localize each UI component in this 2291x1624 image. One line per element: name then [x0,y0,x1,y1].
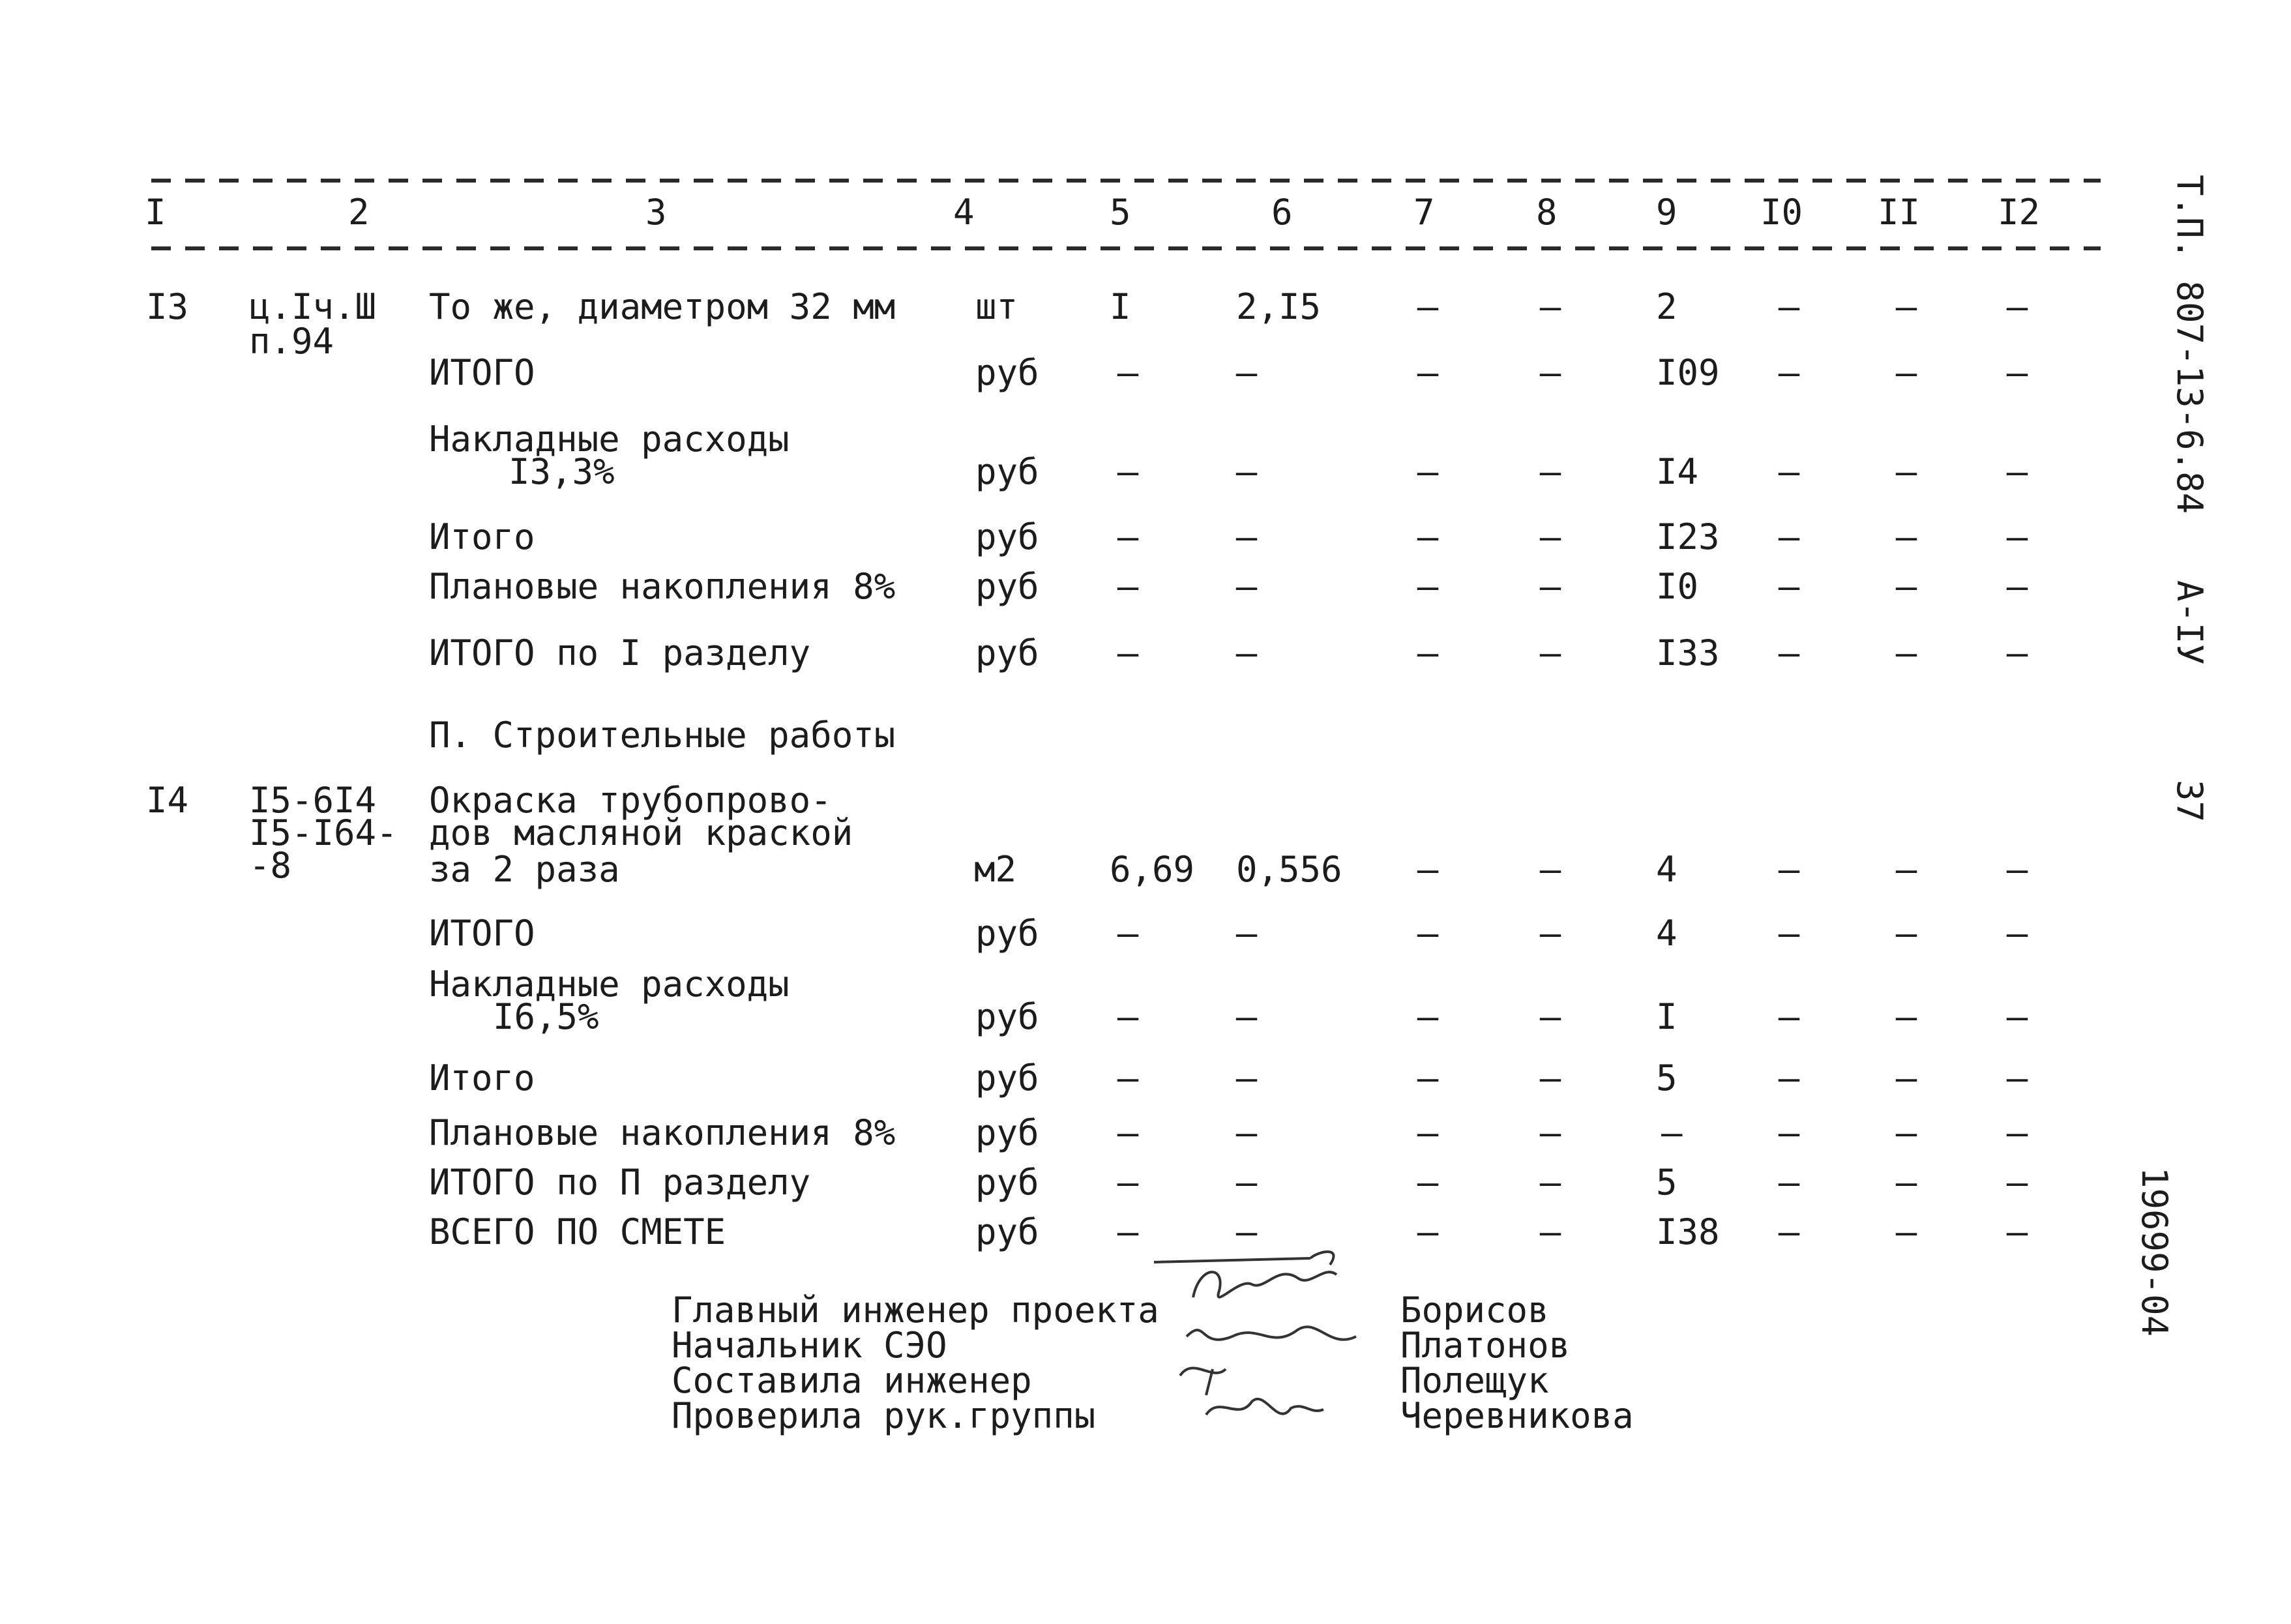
cell-col9: 5 [1656,1162,1678,1203]
cell-col11: – [1895,516,1917,557]
row-description: Плановые накопления 8% [429,1112,896,1153]
cell-col8: – [1539,849,1561,890]
cell-col9: I09 [1656,352,1720,393]
cell-col9: – [1661,1112,1683,1153]
cell-col6: 0,556 [1236,849,1342,890]
cell-col7: – [1417,913,1439,954]
cell-col12: – [2006,1211,2028,1252]
cell-col12: – [2006,632,2028,673]
cell-col5: – [1117,1211,1139,1252]
row-unit: шт [975,286,1018,327]
cell-col6: – [1235,1057,1258,1099]
cell-col5: – [1117,1112,1139,1153]
row-description: I3,3% [509,451,615,492]
cell-col7: – [1417,1112,1439,1153]
cell-col6: – [1235,566,1258,607]
row-description: ИТОГО [429,352,535,393]
row-number: I4 [146,780,189,821]
cell-col7: – [1417,516,1439,557]
page-number: 37 [2169,780,2210,823]
row-description: Итого [429,516,535,557]
signer-name: Черевникова [1400,1395,1634,1436]
handwritten-signatures [1147,1239,1382,1454]
cell-col8: – [1539,566,1561,607]
cell-col12: – [2006,913,2028,954]
cell-col10: – [1778,849,1800,890]
row-description: за 2 раза [429,849,620,890]
row-unit: руб [975,632,1039,673]
row-description: Итого [429,1057,535,1099]
cell-col7: – [1417,286,1439,327]
cell-col8: – [1539,632,1561,673]
cell-col6: – [1235,352,1258,393]
rate-code: I5-I64- [249,812,398,853]
cell-col7: – [1417,996,1439,1037]
cell-col12: – [2006,996,2028,1037]
cell-col5: – [1117,996,1139,1037]
cell-col9: I [1656,996,1678,1037]
cell-col8: – [1539,352,1561,393]
signer-role: Проверила рук.группы [672,1395,1096,1436]
cell-col10: – [1778,516,1800,557]
cell-col5: – [1117,913,1139,954]
cell-col9: 4 [1656,849,1678,890]
cell-col10: – [1778,996,1800,1037]
document-code: Т.П. 807-13-6.84 [2169,175,2210,514]
column-header: I0 [1760,192,1803,233]
row-description: Накладные расходы [429,419,790,460]
header-rule-bottom [151,246,2101,250]
cell-col6: – [1235,1211,1258,1252]
row-description: Плановые накопления 8% [429,566,896,607]
column-header: 2 [348,192,370,233]
cell-col11: – [1895,996,1917,1037]
cell-col10: – [1778,1162,1800,1203]
cell-col7: – [1417,632,1439,673]
cell-col11: – [1895,849,1917,890]
cell-col9: 4 [1656,913,1678,954]
cell-col11: – [1895,352,1917,393]
cell-col7: – [1417,1162,1439,1203]
row-unit: руб [975,996,1039,1037]
rate-code: п.94 [249,321,334,362]
rate-code: ц.Iч.Ш [249,286,377,327]
row-unit: руб [975,451,1039,492]
column-header: 5 [1110,192,1131,233]
row-description: ИТОГО по П разделу [429,1162,811,1203]
cell-col9: I23 [1656,516,1720,557]
cell-col12: – [2006,1162,2028,1203]
signer-role: Составила инженер [672,1360,1032,1401]
row-unit: руб [975,1057,1039,1099]
cell-col5: 6,69 [1110,849,1195,890]
cell-col6: – [1235,913,1258,954]
cell-col5: – [1117,516,1139,557]
row-description: Окраска трубопрово- [429,780,832,821]
cell-col11: – [1895,1057,1917,1099]
cell-col6: – [1235,632,1258,673]
row-unit: руб [975,1211,1039,1252]
cell-col11: – [1895,566,1917,607]
column-header: 6 [1271,192,1293,233]
cell-col11: – [1895,913,1917,954]
row-description: Накладные расходы [429,964,790,1005]
cell-col10: – [1778,451,1800,492]
cell-col12: – [2006,566,2028,607]
cell-col9: 5 [1656,1057,1678,1099]
cell-col9: I4 [1656,451,1699,492]
cell-col11: – [1895,632,1917,673]
cell-col8: – [1539,1162,1561,1203]
cell-col8: – [1539,1057,1561,1099]
album-code: А-IУ [2169,580,2210,666]
cell-col11: – [1895,286,1917,327]
column-header: 8 [1536,192,1558,233]
row-number: I3 [146,286,189,327]
cell-col11: – [1895,1162,1917,1203]
row-description: ИТОГО [429,913,535,954]
section-heading: П. Строительные работы [429,715,896,756]
cell-col6: – [1235,1162,1258,1203]
cell-col8: – [1539,996,1561,1037]
cell-col12: – [2006,1112,2028,1153]
row-description: То же, диаметром 32 мм [429,286,896,327]
rate-code: -8 [249,845,292,886]
cell-col5: – [1117,451,1139,492]
column-header: II [1878,192,1921,233]
cell-col8: – [1539,913,1561,954]
column-header: 7 [1413,192,1435,233]
signer-name: Полещук [1400,1360,1549,1401]
cell-col9: I0 [1656,566,1699,607]
rate-code: I5-6I4 [249,780,377,821]
cell-col10: – [1778,352,1800,393]
row-description: I6,5% [493,996,599,1037]
signer-role: Главный инженер проекта [672,1290,1159,1331]
cell-col7: – [1417,849,1439,890]
cell-col8: – [1539,286,1561,327]
cell-col8: – [1539,516,1561,557]
cell-col10: – [1778,913,1800,954]
cell-col8: – [1539,1211,1561,1252]
cell-col6: – [1235,996,1258,1037]
cell-col5: I [1110,286,1131,327]
signer-name: Борисов [1400,1290,1549,1331]
cell-col8: – [1539,451,1561,492]
row-description: ИТОГО по I разделу [429,632,811,673]
cell-col8: – [1539,1112,1561,1153]
row-unit: руб [975,516,1039,557]
cell-col9: I33 [1656,632,1720,673]
cell-col10: – [1778,1211,1800,1252]
cell-col10: – [1778,1057,1800,1099]
cell-col6: – [1235,451,1258,492]
column-header: I2 [1998,192,2041,233]
cell-col7: – [1417,352,1439,393]
row-unit: руб [975,352,1039,393]
cell-col7: – [1417,1057,1439,1099]
column-header: 3 [645,192,667,233]
cell-col5: – [1117,1057,1139,1099]
row-description: ВСЕГО ПО СМЕТЕ [429,1211,726,1252]
cell-col5: – [1117,352,1139,393]
cell-col10: – [1778,632,1800,673]
cell-col12: – [2006,849,2028,890]
cell-col5: – [1117,566,1139,607]
cell-col10: – [1778,286,1800,327]
cell-col5: – [1117,1162,1139,1203]
cell-col10: – [1778,1112,1800,1153]
cell-col7: – [1417,451,1439,492]
cell-col11: – [1895,451,1917,492]
cell-col6: 2,I5 [1236,286,1322,327]
cell-col11: – [1895,1211,1917,1252]
cell-col12: – [2006,451,2028,492]
column-header: I [145,192,166,233]
signer-name: Платонов [1400,1325,1571,1366]
row-unit: руб [975,566,1039,607]
archive-number: 19699-04 [2134,1167,2175,1337]
cell-col6: – [1235,1112,1258,1153]
row-unit: руб [975,913,1039,954]
cell-col9: 2 [1656,286,1678,327]
row-description: дов масляной краской [429,812,853,853]
signer-role: Начальник СЭО [672,1325,947,1366]
cell-col7: – [1417,1211,1439,1252]
row-unit: м2 [974,849,1017,890]
cell-col12: – [2006,516,2028,557]
row-unit: руб [975,1112,1039,1153]
cell-col7: – [1417,566,1439,607]
cell-col6: – [1235,516,1258,557]
cell-col9: I38 [1656,1211,1720,1252]
column-header: 4 [953,192,975,233]
cell-col10: – [1778,566,1800,607]
column-header: 9 [1656,192,1678,233]
cell-col12: – [2006,286,2028,327]
cell-col11: – [1895,1112,1917,1153]
cell-col12: – [2006,352,2028,393]
row-unit: руб [975,1162,1039,1203]
header-rule-top [151,179,2101,183]
cell-col5: – [1117,632,1139,673]
cell-col12: – [2006,1057,2028,1099]
